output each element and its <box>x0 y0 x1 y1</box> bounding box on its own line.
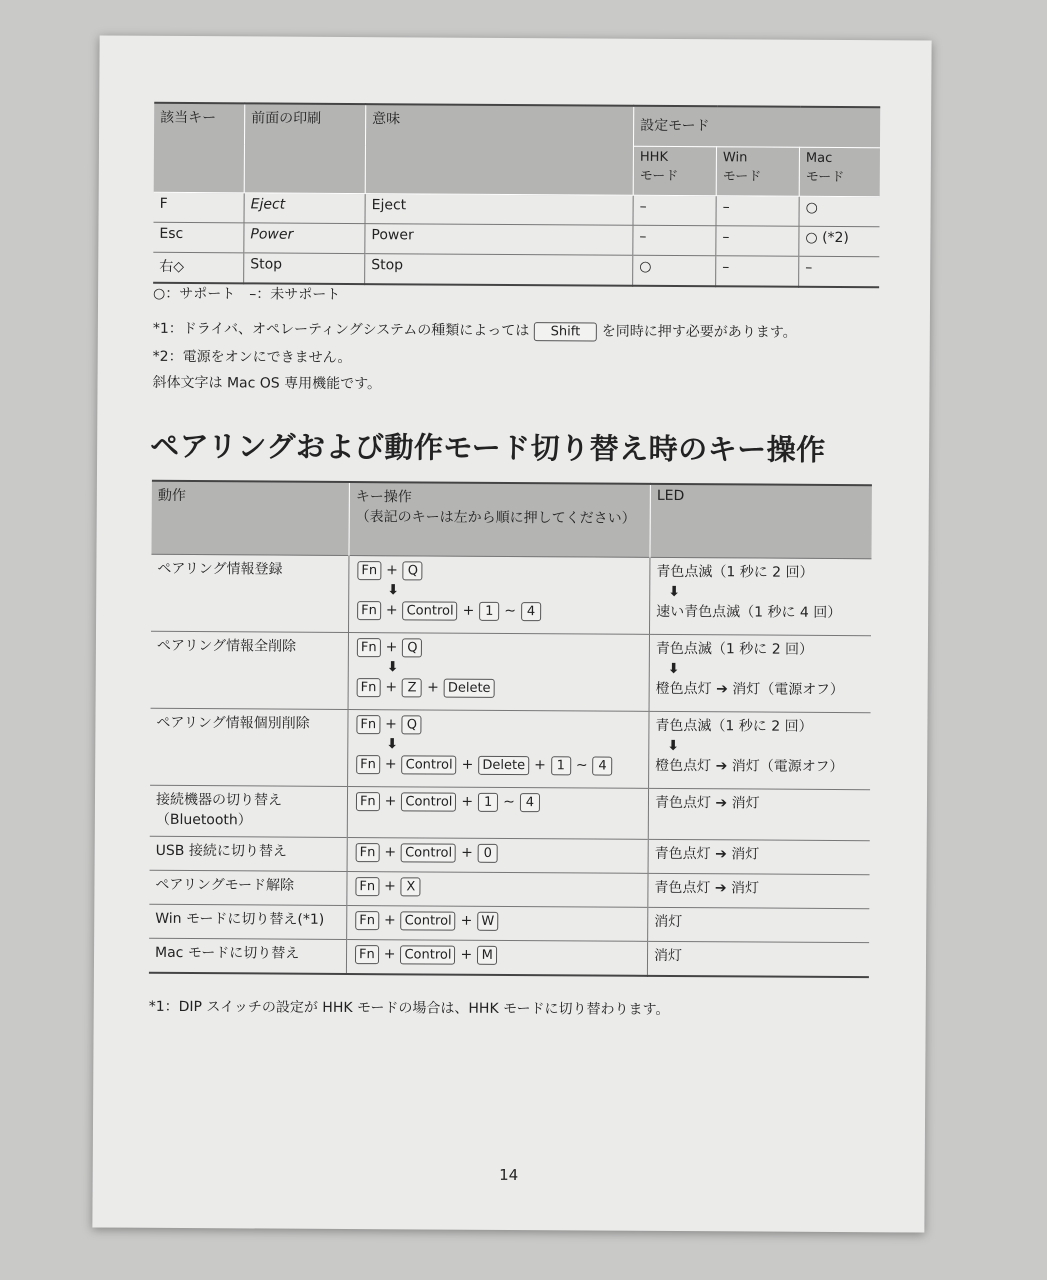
cell-keyop <box>349 556 650 635</box>
keycap: Q <box>402 715 422 734</box>
note-1 <box>153 318 797 343</box>
cell-keyop <box>347 837 648 873</box>
table-row <box>153 222 879 256</box>
cell-hhk: – <box>633 225 716 256</box>
keycap: Fn <box>357 601 381 620</box>
plus-sign: + <box>383 912 396 929</box>
table-row <box>149 938 869 977</box>
cell-action: ペアリング情報個別削除 <box>150 708 348 786</box>
table-row <box>150 836 870 874</box>
arrow-down-icon: ⬇ <box>386 659 399 676</box>
key-sequence <box>353 875 641 899</box>
led-state: 速い青色点滅（1 秒に 4 回） <box>656 603 842 622</box>
plus-sign: + <box>460 946 473 963</box>
range-sign: ~ <box>575 757 588 774</box>
cell-print: Stop <box>244 253 365 284</box>
footnote: *1：DIP スイッチの設定が HHK モードの場合は、HHK モードに切り替わります。 <box>148 998 670 1018</box>
support-legend: ○：サポート –：未サポート <box>153 285 341 303</box>
cell-key: F <box>154 192 245 223</box>
keycap: Q <box>403 561 423 580</box>
keycap: Fn <box>357 678 381 697</box>
plus-sign: + <box>427 679 439 696</box>
keycap: M <box>477 946 497 965</box>
key-sequence <box>353 943 641 967</box>
header-meaning: 意味 <box>365 104 634 195</box>
keycap: 1 <box>478 793 498 812</box>
plus-sign: + <box>462 602 475 619</box>
keycap: 0 <box>478 844 498 863</box>
led-state: 青色点灯 ➔ 消灯 <box>654 879 760 897</box>
plus-sign: + <box>460 912 473 929</box>
cell-meaning: Stop <box>365 254 633 286</box>
plus-sign: + <box>384 756 397 773</box>
cell-keyop <box>347 905 648 941</box>
cell-keyop <box>346 939 647 975</box>
plus-sign: + <box>385 639 398 656</box>
key-sequence <box>354 841 642 865</box>
arrow-down-icon: ⬇ <box>386 736 399 753</box>
key-sequence <box>355 559 643 583</box>
keycap: Z <box>402 678 422 697</box>
cell-hhk: – <box>633 195 716 226</box>
arrow-down-icon: ⬇ <box>667 660 680 678</box>
keycap: Fn <box>356 755 380 774</box>
header-mode-mac: Mac モード <box>799 147 880 196</box>
keycap: Q <box>402 638 422 657</box>
keycap: Control <box>400 945 455 964</box>
cell-mac: ○ (*2) <box>799 226 880 256</box>
table-row <box>149 904 869 942</box>
note-2: *2：電源をオンにできません。 <box>152 348 352 367</box>
table-row <box>151 554 871 635</box>
key-sequence <box>355 599 643 623</box>
keycap: Delete <box>478 756 529 775</box>
led-state: 青色点滅（1 秒に 2 回） <box>656 563 814 581</box>
arrow-down-icon: ⬇ <box>668 583 681 601</box>
note-1-text-pre: *1：ドライバ、オペレーティングシステムの種類によっては <box>152 320 530 340</box>
keycap: Fn <box>355 911 379 930</box>
keycap: Fn <box>356 843 380 862</box>
keycap: 1 <box>551 756 571 775</box>
led-state: 消灯 <box>654 913 683 931</box>
cell-action: ペアリング情報登録 <box>151 554 349 632</box>
pairing-operation-table <box>149 480 872 978</box>
header-mode-group: 設定モード <box>633 106 880 148</box>
arrow-down-icon: ⬇ <box>387 582 400 599</box>
led-state: 橙色点灯 ➔ 消灯（電源オフ） <box>655 757 844 776</box>
keycap: Control <box>402 755 457 774</box>
header-key: 該当キー <box>154 103 245 193</box>
header-action: 動作 <box>151 481 349 556</box>
led-state: 青色点滅（1 秒に 2 回） <box>655 717 813 735</box>
manual-page <box>92 35 931 1232</box>
cell-keyop <box>347 871 648 907</box>
led-state: 青色点灯 ➔ 消灯 <box>654 794 760 812</box>
plus-sign: + <box>385 716 397 733</box>
key-sequence <box>354 713 642 737</box>
table-row <box>154 192 880 226</box>
header-mode-win: Win モード <box>716 147 799 197</box>
cell-keyop <box>348 709 649 788</box>
cell-key: 右◇ <box>153 252 244 283</box>
arrow-down-icon: ⬇ <box>667 737 680 755</box>
cell-led <box>648 839 870 874</box>
keycap: Control <box>401 792 456 811</box>
keycap: 4 <box>520 793 540 812</box>
cell-led <box>649 711 871 789</box>
cell-keyop <box>348 633 649 712</box>
keycap: X <box>401 877 421 896</box>
keycap: Control <box>401 843 456 862</box>
cell-meaning: Eject <box>365 194 633 226</box>
led-state: 消灯 <box>653 947 683 965</box>
key-sequence <box>354 790 642 814</box>
cell-action: USB 接続に切り替え <box>150 836 348 871</box>
cell-led <box>647 941 869 977</box>
keycap: Fn <box>357 638 381 657</box>
header-mode-hhk: HHK モード <box>633 146 716 196</box>
cell-keyop <box>347 786 648 839</box>
plus-sign: + <box>461 756 474 773</box>
cell-win: – <box>716 196 799 227</box>
cell-led <box>648 907 870 942</box>
cell-print: Eject <box>244 193 365 224</box>
keycap: Delete <box>444 679 495 698</box>
cell-led <box>648 873 870 908</box>
cell-win: – <box>716 256 799 287</box>
table-row <box>151 631 871 712</box>
keycap: Control <box>403 601 458 620</box>
table-row <box>150 708 870 789</box>
note-1-text-post: を同時に押す必要があります。 <box>601 323 797 341</box>
table-row <box>149 870 869 908</box>
plus-sign: + <box>534 757 546 774</box>
key-sequence <box>355 676 643 700</box>
cell-action: Win モードに切り替え(*1) <box>149 904 347 939</box>
cell-key: Esc <box>153 222 244 253</box>
plus-sign: + <box>385 602 398 619</box>
cell-action: ペアリングモード解除 <box>149 870 347 905</box>
plus-sign: + <box>384 878 396 895</box>
header-print: 前面の印刷 <box>244 103 366 193</box>
cell-action: Mac モードに切り替え <box>149 938 347 974</box>
page-number: 14 <box>499 1165 519 1185</box>
cell-hhk: ○ <box>633 255 716 286</box>
section-title: ペアリングおよび動作モード切り替え時のキー操作 <box>150 428 826 467</box>
header-keyop: キー操作 （表記のキーは左から順に押してください） <box>349 482 650 557</box>
range-sign: ~ <box>504 602 517 620</box>
keycap: 4 <box>521 602 541 621</box>
plus-sign: + <box>384 793 397 810</box>
cell-led <box>650 557 872 635</box>
plus-sign: + <box>461 844 473 861</box>
table-row <box>153 252 879 287</box>
header-led: LED <box>650 484 872 559</box>
led-state: 橙色点灯 ➔ 消灯（電源オフ） <box>655 680 844 699</box>
cell-mac: – <box>799 256 880 287</box>
cell-meaning: Power <box>365 224 633 256</box>
shift-key-label: Shift <box>534 322 598 341</box>
keycap: W <box>477 912 498 931</box>
keycap: 1 <box>479 602 499 621</box>
keycap: 4 <box>593 756 613 775</box>
cell-win: – <box>716 226 799 257</box>
plus-sign: + <box>383 946 396 963</box>
function-key-table <box>153 102 880 288</box>
key-sequence <box>354 753 642 777</box>
keycap: Control <box>401 911 456 930</box>
cell-mac: ○ <box>799 196 880 226</box>
keycap: Fn <box>355 945 379 964</box>
keycap: Fn <box>356 792 380 811</box>
cell-action: 接続機器の切り替え （Bluetooth） <box>150 785 348 837</box>
cell-led <box>648 788 870 840</box>
plus-sign: + <box>384 844 397 861</box>
keycap: Fn <box>356 715 380 734</box>
key-sequence <box>355 636 643 660</box>
plus-sign: + <box>385 679 398 696</box>
cell-action: ペアリング情報全削除 <box>151 631 349 709</box>
plus-sign: + <box>386 562 398 579</box>
italic-note: 斜体文字は Mac OS 専用機能です。 <box>152 374 382 393</box>
key-sequence <box>353 909 641 933</box>
led-state: 青色点灯 ➔ 消灯 <box>654 845 760 863</box>
plus-sign: + <box>461 793 474 810</box>
keycap: Fn <box>357 561 381 580</box>
keycap: Fn <box>355 877 379 896</box>
led-state: 青色点滅（1 秒に 2 回） <box>655 640 814 658</box>
range-sign: ~ <box>503 793 515 811</box>
cell-print: Power <box>244 223 365 254</box>
table-row <box>150 785 870 840</box>
cell-led <box>649 634 871 712</box>
